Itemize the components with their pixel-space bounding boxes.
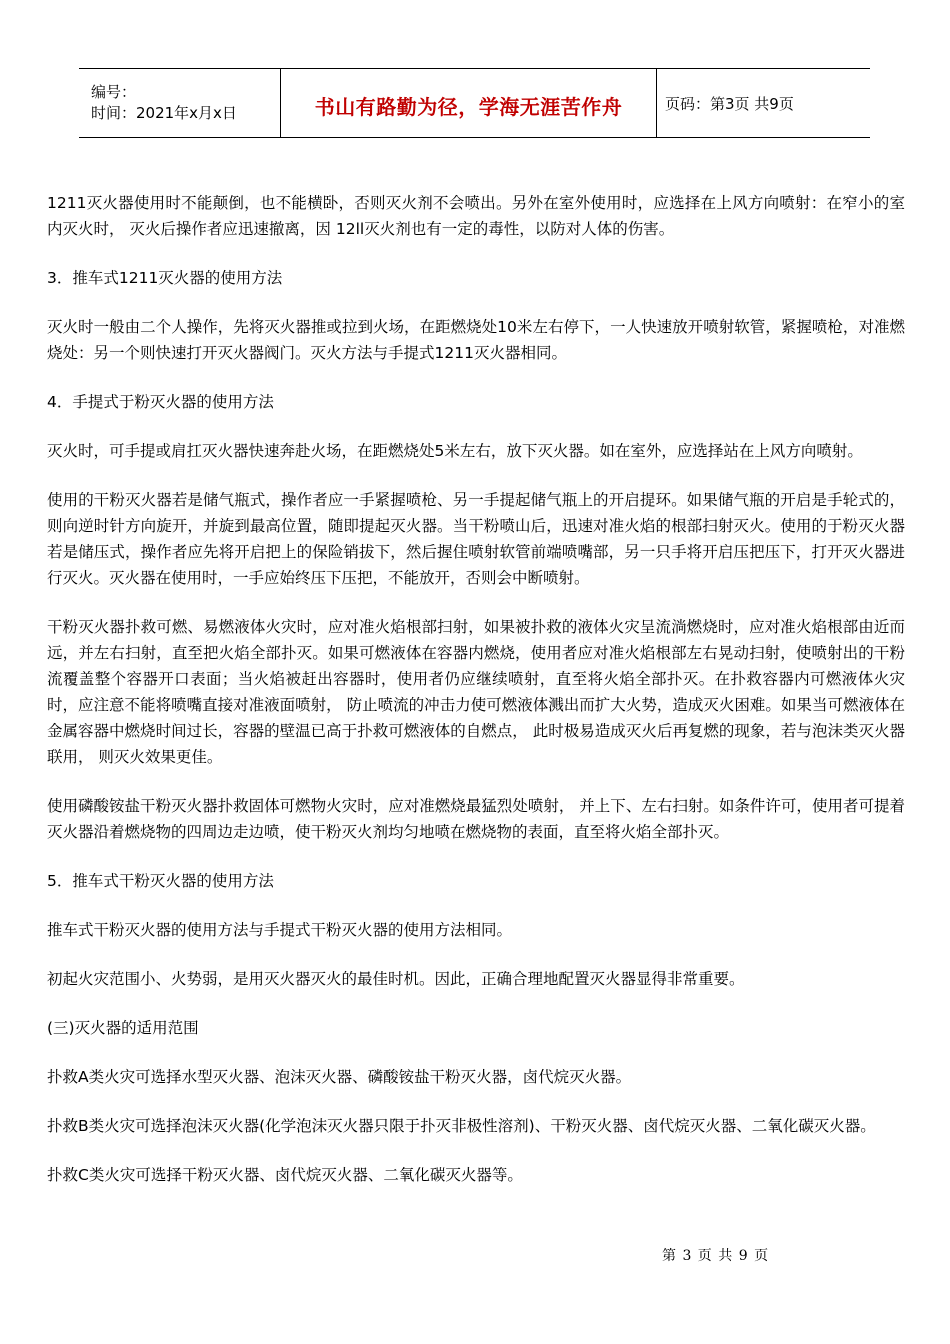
- paragraph: 1211灭火器使用时不能颠倒，也不能横卧，否则灭火剂不会喷出。另外在室外使用时，应选择在上风方向喷射：在窄小的室内灭火时， 灭火后操作者应迅速撤离，因 12ll灭火剂也有一定的毒性，以防对人体的伤害。: [47, 194, 905, 238]
- paragraph: 扑救C类火灾可选择干粉灭火器、卤代烷灭火器、二氧化碳灭火器等。: [47, 1166, 523, 1184]
- paragraph: 推车式干粉灭火器的使用方法与手提式干粉灭火器的使用方法相同。: [47, 921, 513, 939]
- paragraph: 扑救A类火灾可选择水型灭火器、泡沫灭火器、磷酸铵盐干粉灭火器，卤代烷灭火器。: [47, 1068, 632, 1086]
- header-page-info-cell: [657, 69, 870, 137]
- header-meta: [79, 69, 281, 137]
- document-body: [47, 190, 905, 1211]
- section-heading: 4．手提式于粉灭火器的使用方法: [47, 393, 274, 411]
- paragraph: 灭火时一般由二个人操作，先将灭火器推或拉到火场，在距燃烧处10米左右停下，一人快速放开喷射软管，紧握喷枪，对准燃烧处：另一个则快速打开灭火器阀门。灭火方法与手提式1211灭火器相同。: [47, 318, 905, 362]
- paragraph: 灭火时，可手提或肩扛灭火器快速奔赴火场，在距燃烧处5米左右，放下灭火器。如在室外，应选择站在上风方向喷射。: [47, 442, 863, 460]
- paragraph: 干粉灭火器扑救可燃、易燃液体火灾时，应对准火焰根部扫射，如果被扑救的液体火灾呈流淌燃烧时，应对准火焰根部由近而远，并左右扫射，直至把火焰全部扑灭。如果可燃液体在容器内燃烧，使用者应对准火焰根部左右晃动扫射，使喷射出的干粉流覆盖整个容器开口表面；当火焰被赶出容器时，使用者仍应继续喷射，直至将火焰全部扑灭。在扑救容器内可燃液体火灾时，应注意不能将喷嘴直接对准液面喷射， 防止喷流的冲击力使可燃液体溅出而扩大火势，造成灭火困难。如果当可燃液体在金属容器中燃烧时间过长，容器的壁温已高于扑救可燃液体的自燃点， 此时极易造成灭火后再复燃的现象，若与泡沫类灭火器联用， 则灭火效果更佳。: [47, 618, 905, 766]
- paragraph: 使用的干粉灭火器若是储气瓶式，操作者应一手紧握喷枪、另一手提起储气瓶上的开启提环。如果储气瓶的开启是手轮式的，则向逆时针方向旋开，并旋到最高位置，随即提起灭火器。当干粉喷山后，迅速对准火焰的根部扫射灭火。使用的于粉灭火器若是储压式，操作者应先将开启把上的保险销拔下，然后握住喷射软管前端喷嘴部，另一只手将开启压把压下，打开灭火器进行灭火。灭火器在使用时，一手应始终压下压把，不能放开，否则会中断喷射。: [47, 491, 905, 587]
- section-heading: (三)灭火器的适用范围: [47, 1019, 199, 1037]
- header-motto: 书山有路勤为径，学海无涯苦作舟: [314, 94, 623, 119]
- document-time-label: 时间：2021年x月x日: [91, 104, 237, 122]
- header-motto-cell: [281, 69, 657, 137]
- section-heading: 3．推车式1211灭火器的使用方法: [47, 269, 283, 287]
- header-page-info: 页码：第3页 共9页: [665, 94, 794, 113]
- page-footer: 第 3 页 共 9 页: [662, 1248, 770, 1264]
- document-header: [79, 68, 870, 138]
- paragraph: 使用磷酸铵盐干粉灭火器扑救固体可燃物火灾时，应对准燃烧最猛烈处喷射， 并上下、左右扫射。如条件许可，使用者可提着灭火器沿着燃烧物的四周边走边喷，使干粉灭火剂均匀地喷在燃烧物的表面，直至将火焰全部扑灭。: [47, 797, 905, 841]
- paragraph: 扑救B类火灾可选择泡沫灭火器(化学泡沫灭火器只限于扑灭非极性溶剂)、干粉灭火器、卤代烷灭火器、二氧化碳灭火器。: [47, 1117, 876, 1135]
- document-number-label: 编号：: [91, 83, 137, 101]
- paragraph: 初起火灾范围小、火势弱，是用灭火器灭火的最佳时机。因此，正确合理地配置灭火器显得非常重要。: [47, 970, 745, 988]
- section-heading: 5．推车式干粉灭火器的使用方法: [47, 872, 274, 890]
